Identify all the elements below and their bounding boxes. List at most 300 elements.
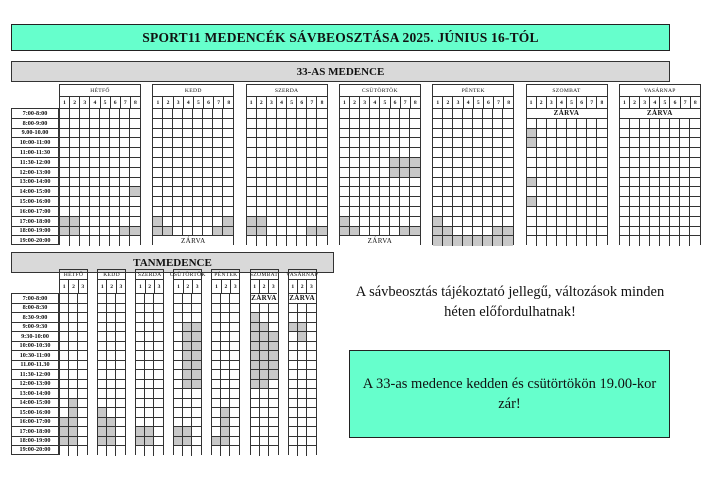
free-cell: [390, 119, 400, 129]
free-cell: [174, 304, 183, 314]
free-cell: [577, 236, 587, 246]
free-cell: [380, 197, 390, 207]
free-cell: [60, 399, 69, 409]
free-cell: [145, 380, 154, 390]
free-cell: [503, 138, 513, 148]
free-cell: [577, 138, 587, 148]
free-cell: [183, 129, 193, 139]
free-cell: [463, 178, 473, 188]
free-cell: [410, 148, 420, 158]
free-cell: [269, 313, 278, 323]
closed-label: ZÁRVA: [251, 294, 277, 303]
free-cell: [547, 207, 557, 217]
occupied-cell: [433, 227, 443, 237]
day-name: KEDD: [98, 270, 125, 280]
occupied-cell: [136, 437, 145, 447]
free-cell: [223, 109, 233, 119]
lane-number: 7: [307, 97, 317, 109]
free-cell: [473, 138, 483, 148]
free-cell: [670, 187, 680, 197]
free-cell: [193, 207, 203, 217]
occupied-cell: [350, 227, 360, 237]
free-cell: [107, 332, 116, 342]
free-cell: [463, 227, 473, 237]
free-cell: [154, 351, 163, 361]
free-cell: [247, 158, 257, 168]
free-cell: [174, 332, 183, 342]
lane-header: [340, 97, 420, 109]
free-cell: [80, 129, 90, 139]
free-cell: [400, 129, 410, 139]
free-cell: [163, 197, 173, 207]
free-cell: [287, 168, 297, 178]
occupied-cell: [527, 138, 537, 148]
free-cell: [370, 178, 380, 188]
free-cell: [463, 148, 473, 158]
free-cell: [493, 168, 503, 178]
free-cell: [547, 227, 557, 237]
free-cell: [287, 217, 297, 227]
free-cell: [136, 399, 145, 409]
free-cell: [289, 342, 298, 352]
free-cell: [670, 217, 680, 227]
free-cell: [630, 129, 640, 139]
closing-note: [349, 350, 670, 438]
free-cell: [307, 138, 317, 148]
free-cell: [287, 187, 297, 197]
closing-note-text: A 33-as medence kedden és csütörtökön 19.00-kor zár!: [362, 376, 657, 412]
free-cell: [192, 427, 201, 437]
occupied-cell: [60, 427, 69, 437]
free-cell: [287, 119, 297, 129]
free-cell: [107, 408, 116, 418]
free-cell: [390, 109, 400, 119]
free-cell: [60, 236, 70, 246]
free-cell: [60, 313, 69, 323]
free-cell: [80, 168, 90, 178]
free-cell: [269, 446, 278, 456]
free-cell: [453, 119, 463, 129]
free-cell: [650, 178, 660, 188]
free-cell: [350, 187, 360, 197]
free-cell: [70, 187, 80, 197]
free-cell: [587, 197, 597, 207]
free-cell: [567, 138, 577, 148]
free-cell: [78, 351, 87, 361]
lane-number: 3: [174, 97, 184, 109]
free-cell: [289, 351, 298, 361]
free-cell: [269, 304, 278, 314]
occupied-cell: [251, 370, 260, 380]
free-cell: [69, 446, 78, 456]
free-cell: [174, 389, 183, 399]
free-cell: [340, 109, 350, 119]
free-cell: [153, 207, 163, 217]
free-cell: [410, 129, 420, 139]
occupied-cell: [251, 351, 260, 361]
free-cell: [640, 197, 650, 207]
free-cell: [340, 148, 350, 158]
free-cell: [260, 408, 269, 418]
free-cell: [620, 148, 630, 158]
free-cell: [630, 197, 640, 207]
free-cell: [130, 158, 140, 168]
free-cell: [69, 351, 78, 361]
time-label-0: 7:00-8:00: [11, 293, 59, 303]
lane-header: [174, 280, 201, 294]
free-cell: [537, 227, 547, 237]
free-cell: [212, 323, 221, 333]
free-cell: [267, 109, 277, 119]
free-cell: [120, 138, 130, 148]
lane-header: [153, 97, 233, 109]
free-cell: [547, 138, 557, 148]
free-cell: [230, 370, 239, 380]
free-cell: [527, 148, 537, 158]
free-cell: [230, 342, 239, 352]
free-cell: [120, 178, 130, 188]
free-cell: [163, 158, 173, 168]
free-cell: [145, 332, 154, 342]
free-cell: [547, 158, 557, 168]
free-cell: [269, 323, 278, 333]
occupied-cell: [183, 351, 192, 361]
free-cell: [154, 408, 163, 418]
free-cell: [350, 158, 360, 168]
free-cell: [443, 207, 453, 217]
free-cell: [297, 197, 307, 207]
free-cell: [577, 197, 587, 207]
free-cell: [690, 236, 700, 246]
closed-label: ZÁRVA: [620, 109, 700, 119]
free-cell: [317, 207, 327, 217]
free-cell: [257, 148, 267, 158]
free-cell: [257, 168, 267, 178]
free-cell: [670, 207, 680, 217]
free-cell: [212, 370, 221, 380]
free-cell: [597, 178, 607, 188]
free-cell: [153, 158, 163, 168]
free-cell: [597, 119, 607, 129]
lane-number: 3: [453, 97, 463, 109]
free-cell: [690, 207, 700, 217]
free-cell: [70, 109, 80, 119]
free-cell: [90, 217, 100, 227]
free-cell: [154, 304, 163, 314]
time-label-12: 15:00-16:00: [11, 407, 59, 417]
free-cell: [269, 408, 278, 418]
occupied-cell: [98, 418, 107, 428]
free-cell: [650, 187, 660, 197]
day-name: PÉNTEK: [433, 85, 513, 97]
free-cell: [503, 217, 513, 227]
free-cell: [203, 129, 213, 139]
occupied-cell: [247, 227, 257, 237]
free-cell: [493, 158, 503, 168]
free-cell: [100, 236, 110, 246]
free-cell: [192, 437, 201, 447]
free-cell: [230, 418, 239, 428]
free-cell: [360, 158, 370, 168]
free-cell: [297, 187, 307, 197]
free-cell: [317, 119, 327, 129]
free-cell: [473, 227, 483, 237]
free-cell: [410, 217, 420, 227]
occupied-cell: [69, 399, 78, 409]
day-1: [152, 84, 234, 245]
free-cell: [340, 178, 350, 188]
occupied-cell: [340, 227, 350, 237]
free-cell: [433, 168, 443, 178]
free-cell: [289, 313, 298, 323]
free-cell: [370, 227, 380, 237]
free-cell: [183, 399, 192, 409]
free-cell: [183, 158, 193, 168]
lane-number: 6: [297, 97, 307, 109]
free-cell: [183, 294, 192, 304]
free-cell: [69, 361, 78, 371]
free-cell: [90, 148, 100, 158]
free-cell: [350, 119, 360, 129]
free-cell: [493, 129, 503, 139]
free-cell: [380, 158, 390, 168]
free-cell: [547, 178, 557, 188]
free-cell: [110, 236, 120, 246]
free-cell: [203, 119, 213, 129]
free-cell: [154, 437, 163, 447]
free-cell: [453, 158, 463, 168]
lane-number: 5: [380, 97, 390, 109]
free-cell: [251, 408, 260, 418]
free-cell: [230, 399, 239, 409]
free-cell: [107, 304, 116, 314]
lane-number: 4: [277, 97, 287, 109]
free-cell: [70, 236, 80, 246]
free-cell: [257, 197, 267, 207]
free-cell: [297, 168, 307, 178]
free-cell: [153, 138, 163, 148]
free-cell: [212, 380, 221, 390]
free-cell: [640, 158, 650, 168]
free-cell: [267, 148, 277, 158]
free-cell: [110, 187, 120, 197]
free-cell: [223, 138, 233, 148]
free-cell: [620, 227, 630, 237]
free-cell: [587, 187, 597, 197]
free-cell: [297, 148, 307, 158]
free-cell: [60, 370, 69, 380]
free-cell: [483, 109, 493, 119]
free-cell: [110, 129, 120, 139]
lane-number: 4: [557, 97, 567, 109]
free-cell: [463, 187, 473, 197]
free-cell: [213, 217, 223, 227]
occupied-cell: [107, 437, 116, 447]
occupied-cell: [307, 227, 317, 237]
free-cell: [630, 207, 640, 217]
occupied-cell: [107, 418, 116, 428]
free-cell: [587, 236, 597, 246]
occupied-cell: [503, 227, 513, 237]
free-cell: [60, 207, 70, 217]
free-cell: [670, 168, 680, 178]
free-cell: [433, 158, 443, 168]
free-cell: [192, 446, 201, 456]
closed-label: ZÁRVA: [289, 294, 315, 303]
free-cell: [90, 187, 100, 197]
free-cell: [307, 342, 316, 352]
lane-number: 1: [527, 97, 537, 109]
free-cell: [136, 370, 145, 380]
free-cell: [110, 148, 120, 158]
time-label-5: 10:00-10:30: [11, 341, 59, 351]
free-cell: [80, 236, 90, 246]
lane-cells: [98, 294, 125, 456]
free-cell: [145, 361, 154, 371]
free-cell: [370, 197, 380, 207]
occupied-cell: [60, 437, 69, 447]
free-cell: [483, 217, 493, 227]
free-cell: [100, 168, 110, 178]
lane-cells: [527, 109, 607, 246]
free-cell: [537, 236, 547, 246]
free-cell: [173, 207, 183, 217]
free-cell: [193, 109, 203, 119]
occupied-cell: [98, 437, 107, 447]
free-cell: [640, 227, 650, 237]
free-cell: [80, 178, 90, 188]
occupied-cell: [130, 227, 140, 237]
free-cell: [247, 168, 257, 178]
free-cell: [298, 408, 307, 418]
free-cell: [289, 446, 298, 456]
free-cell: [230, 389, 239, 399]
teaching-pool-title: TANMEDENCE: [11, 252, 334, 273]
time-label-15: 18:00-19:00: [11, 436, 59, 446]
free-cell: [223, 197, 233, 207]
free-cell: [287, 207, 297, 217]
free-cell: [212, 294, 221, 304]
free-cell: [297, 178, 307, 188]
free-cell: [567, 227, 577, 237]
lane-cells: [289, 294, 316, 456]
free-cell: [297, 138, 307, 148]
occupied-cell: [527, 197, 537, 207]
free-cell: [223, 158, 233, 168]
free-cell: [670, 197, 680, 207]
free-cell: [390, 207, 400, 217]
free-cell: [145, 418, 154, 428]
free-cell: [212, 408, 221, 418]
free-cell: [537, 158, 547, 168]
free-cell: [193, 217, 203, 227]
free-cell: [230, 351, 239, 361]
free-cell: [90, 109, 100, 119]
free-cell: [257, 119, 267, 129]
free-cell: [297, 236, 307, 246]
occupied-cell: [400, 168, 410, 178]
free-cell: [557, 158, 567, 168]
free-cell: [670, 148, 680, 158]
free-cell: [277, 109, 287, 119]
free-cell: [174, 408, 183, 418]
lane-cells: [433, 109, 513, 246]
day-5: [526, 84, 608, 245]
free-cell: [221, 323, 230, 333]
free-cell: [174, 418, 183, 428]
free-cell: [212, 304, 221, 314]
free-cell: [100, 109, 110, 119]
occupied-cell: [183, 427, 192, 437]
free-cell: [145, 399, 154, 409]
free-cell: [640, 178, 650, 188]
time-label-6: 10:30-11:00: [11, 350, 59, 360]
free-cell: [307, 313, 316, 323]
free-cell: [557, 197, 567, 207]
free-cell: [230, 332, 239, 342]
free-cell: [453, 207, 463, 217]
occupied-cell: [433, 217, 443, 227]
day-3: [169, 269, 206, 455]
occupied-cell: [251, 361, 260, 371]
free-cell: [483, 227, 493, 237]
free-cell: [269, 427, 278, 437]
free-cell: [380, 138, 390, 148]
free-cell: [193, 129, 203, 139]
occupied-cell: [60, 217, 70, 227]
free-cell: [107, 399, 116, 409]
free-cell: [433, 207, 443, 217]
free-cell: [493, 217, 503, 227]
free-cell: [390, 197, 400, 207]
free-cell: [473, 129, 483, 139]
free-cell: [183, 187, 193, 197]
lane-number: 6: [577, 97, 587, 109]
free-cell: [212, 342, 221, 352]
free-cell: [453, 227, 463, 237]
time-label-12: 18:00-19:00: [11, 226, 59, 236]
lane-header: [247, 97, 327, 109]
free-cell: [69, 370, 78, 380]
lane-cells: [620, 109, 700, 246]
free-cell: [567, 168, 577, 178]
free-cell: [80, 119, 90, 129]
free-cell: [183, 197, 193, 207]
lane-number: 3: [360, 97, 370, 109]
lane-number: 5: [194, 97, 204, 109]
free-cell: [307, 427, 316, 437]
free-cell: [230, 437, 239, 447]
free-cell: [193, 119, 203, 129]
free-cell: [483, 138, 493, 148]
free-cell: [183, 109, 193, 119]
free-cell: [247, 236, 257, 246]
free-cell: [289, 418, 298, 428]
free-cell: [307, 197, 317, 207]
free-cell: [660, 187, 670, 197]
occupied-cell: [269, 370, 278, 380]
free-cell: [690, 178, 700, 188]
free-cell: [136, 418, 145, 428]
occupied-cell: [130, 187, 140, 197]
free-cell: [100, 207, 110, 217]
lane-number: 3: [79, 280, 87, 294]
free-cell: [173, 168, 183, 178]
occupied-cell: [120, 227, 130, 237]
free-cell: [567, 217, 577, 227]
free-cell: [120, 168, 130, 178]
free-cell: [257, 138, 267, 148]
